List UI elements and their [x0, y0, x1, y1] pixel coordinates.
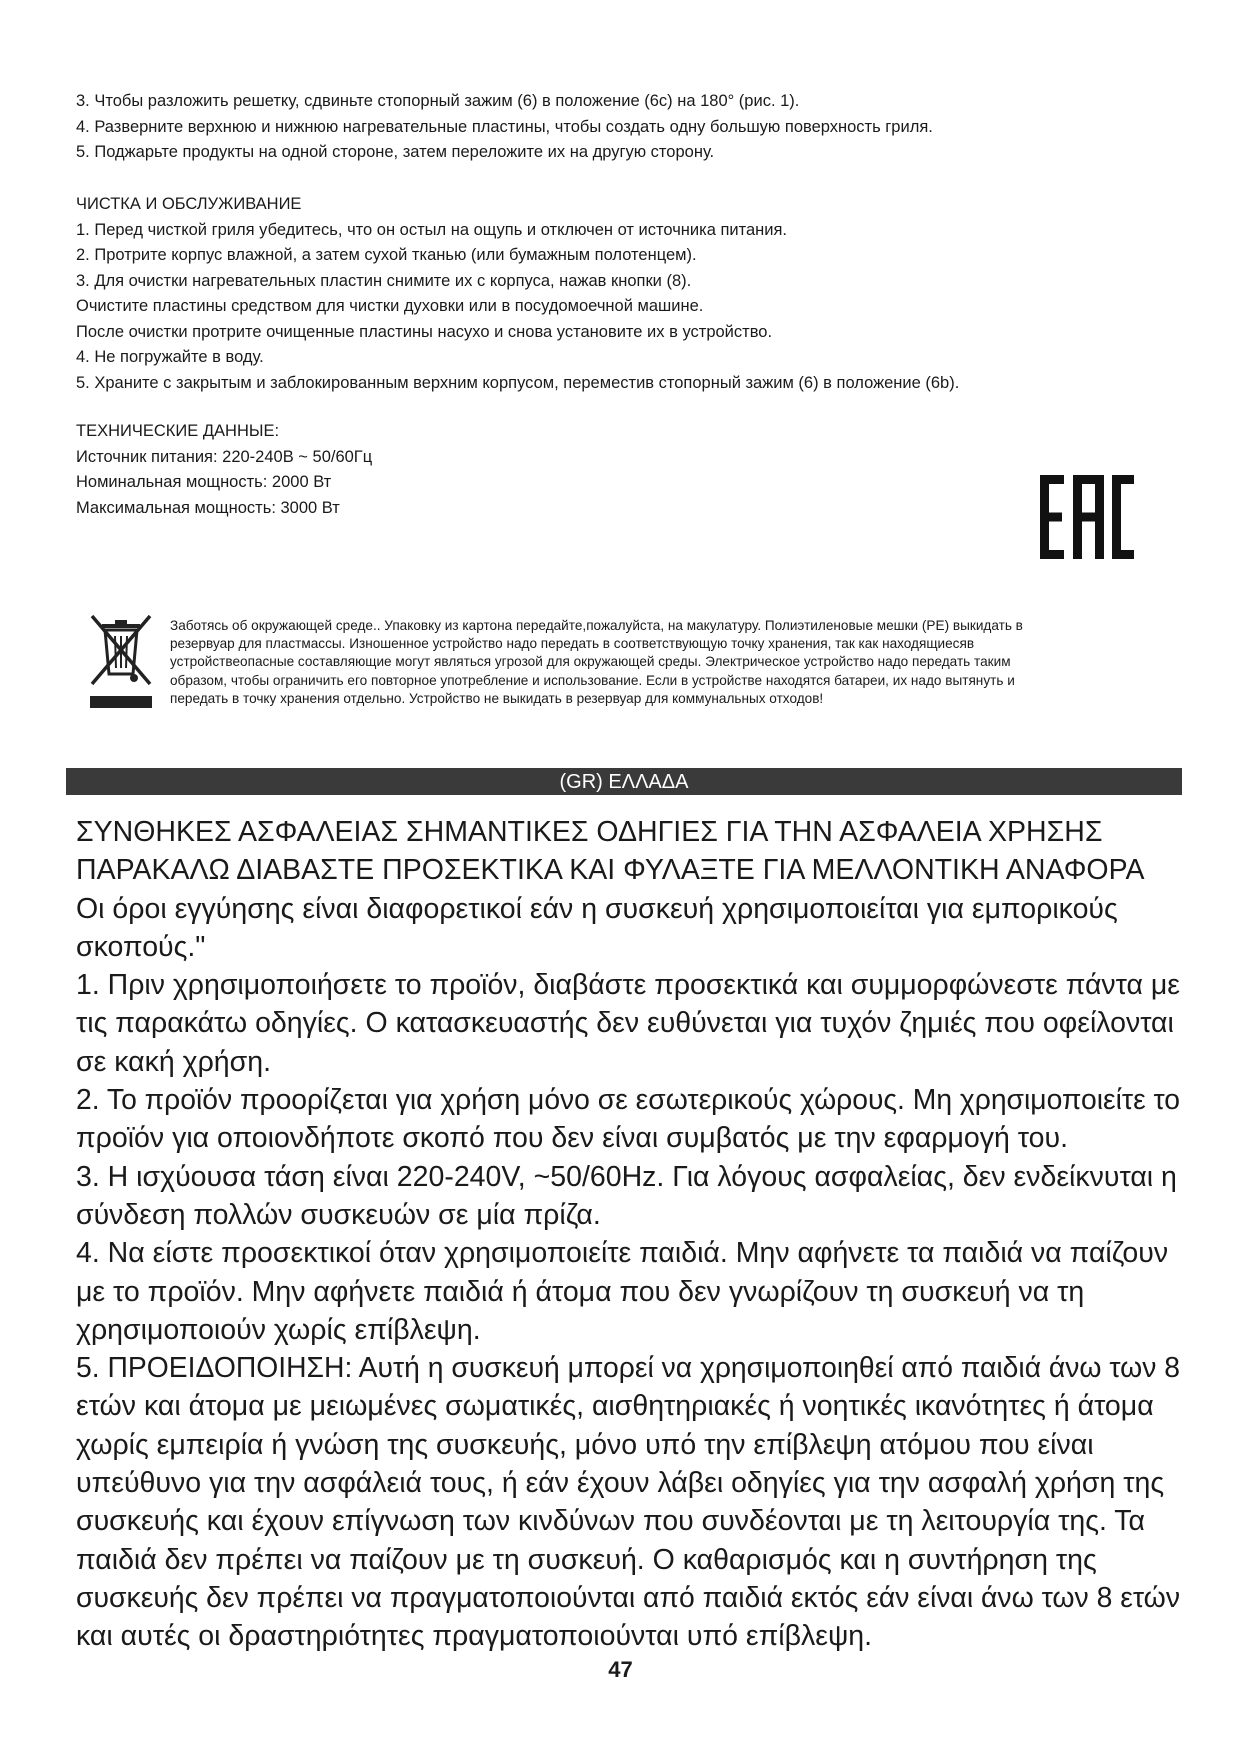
greek-safety-text [76, 813, 1186, 1656]
eco-notice [170, 617, 1170, 708]
cleaning-line: 1. Перед чисткой гриля убедитесь, что он остыл на ощупь и отключен от источника питания. [76, 220, 788, 239]
technical-line: Источник питания: 220-240В ~ 50/60Гц [76, 447, 373, 466]
eco-line: устройствеопасные составляющие могут являться угрозой для окружающей среды. Электрическое устройство надо передать таким [170, 654, 1011, 670]
greek-line: 3. Η ισχύουσα τάση είναι 220-240V, ~50/60Hz. Για λόγους ασφαλείας, δεν ενδείκνυται η [76, 1160, 1177, 1193]
greek-line: 1. Πριν χρησιμοποιήσετε το προϊόν, διαβάστε προσεκτικά και συμμορφώνεστε πάντα με [76, 969, 1180, 1002]
crossed-out-bin-icon [88, 612, 154, 712]
greek-line: συσκευής και έχουν επίγνωση των κινδύνων που συνδέονται με τη λειτουργία της. Τα [76, 1505, 1146, 1538]
cleaning-line: Очистите пластины средством для чистки духовки или в посудомоечной машине. [76, 297, 704, 315]
cleaning-line: После очистки протрите очищенные пластины насухо и снова установите их в устройство. [76, 322, 773, 341]
eco-line: передать в точку хранения отдельно. Устройство не выкидать в резервуар для коммунальных отходов! [170, 690, 824, 706]
instruction-line: 3. Чтобы разложить решетку, сдвиньте стопорный зажим (6) в положение (6c) на 180° (рис. 1). [76, 92, 800, 110]
cleaning-heading: ЧИСТКА И ОБСЛУЖИВАНИЕ [76, 195, 302, 213]
eco-line: Заботясь об окружающей среде.. Упаковку из картона передайте,пожалуйста, на макулатуру. Полиэтиленовые мешки (PE) выкидать в [170, 618, 1023, 633]
greek-line: σκοπούς." [76, 930, 206, 963]
instruction-line: 5. Поджарьте продукты на одной стороне, затем переложите их на другую сторону. [76, 143, 715, 161]
cleaning-line: 4. Не погружайте в воду. [76, 348, 264, 366]
eac-logo-icon [1040, 475, 1134, 559]
cleaning-line: 3. Для очистки нагревательных пластин снимите их с корпуса, нажав кнопки (8). [76, 271, 692, 290]
greek-line: τις παρακάτω οδηγίες. Ο κατασκευαστής δεν ευθύνεται για τυχόν ζημιές που οφείλονται [76, 1007, 1174, 1040]
greek-line: 5. ΠΡΟΕΙΔΟΠΟΙΗΣΗ: Αυτή η συσκευή μπορεί να χρησιμοποιηθεί από παιδιά άνω των 8 [76, 1352, 1181, 1385]
technical-line: Номинальная мощность: 2000 Вт [76, 473, 332, 491]
page-number: 47 [608, 1657, 633, 1682]
greek-line: συσκευής δεν πρέπει να πραγματοποιούνται από παιδιά εκτός εάν είναι άνω των 8 ετών [76, 1581, 1181, 1614]
greek-line: και αυτές οι δραστηριότητες πραγματοποιούνται υπό επίβλεψη. [76, 1620, 873, 1653]
technical-line: Максимальная мощность: 3000 Вт [76, 498, 340, 517]
technical-section [76, 419, 1176, 521]
greek-line: προϊόν για οποιονδήποτε σκοπό που δεν είναι συμβατός με την εφαρμογή του. [76, 1122, 1069, 1155]
greek-line: σε κακή χρήση. [76, 1045, 271, 1078]
greek-line: ετών και άτομα με μειωμένες σωματικές, αισθητηριακές ή νοητικές ικανότητες ή άτομα [76, 1390, 1154, 1423]
instruction-line: 4. Разверните верхнюю и нижнюю нагревательные пластины, чтобы создать одну большую поверхность гриля. [76, 117, 933, 136]
language-section-bar [66, 768, 1182, 795]
greek-line: 4. Να είστε προσεκτικοί όταν χρησιμοποιείτε παιδιά. Μην αφήνετε τα παιδιά να παίζουν [76, 1237, 1169, 1270]
section-bar-label: (GR) ΕΛΛΑΔΑ [559, 771, 689, 793]
greek-line: ΠΑΡΑΚΑΛΩ ΔΙΑΒΑΣΤΕ ΠΡΟΣΕΚΤΙΚΑ ΚΑΙ ΦΥΛΑΞΤΕ ΓΙΑ ΜΕΛΛΟΝΤΙΚΗ ΑΝΑΦΟΡΑ [76, 854, 1145, 887]
eco-line: резервуар для пластмассы. Изношенное устройство надо передать в соответствующую точку хранения, так как находящиесяв [170, 636, 975, 652]
greek-line: υπεύθυνο για την ασφάλειά τους, ή εάν έχουν λάβει οδηγίες για την ασφαλή χρήση της [76, 1467, 1165, 1500]
cleaning-section [76, 192, 1176, 396]
greek-line: χρησιμοποιούν χωρίς επίβλεψη. [76, 1313, 481, 1346]
greek-line: με το προϊόν. Μην αφήνετε παιδιά ή άτομα που δεν γνωρίζουν τη συσκευή να τη [76, 1275, 1085, 1308]
greek-line: ΣΥΝΘΗΚΕΣ ΑΣΦΑΛΕΙΑΣ ΣΗΜΑΝΤΙΚΕΣ ΟΔΗΓΙΕΣ ΓΙΑ ΤΗΝ ΑΣΦΑΛΕΙΑ ΧΡΗΣΗΣ [76, 816, 1103, 848]
technical-heading: ТЕХНИЧЕСКИЕ ДАННЫЕ: [76, 422, 280, 440]
cleaning-line: 2. Протрите корпус влажной, а затем сухой тканью (или бумажным полотенцем). [76, 246, 697, 264]
greek-line: παιδιά δεν πρέπει να παίζουν με τη συσκευή. Ο καθαρισμός και η συντήρηση της [76, 1543, 1097, 1576]
greek-line: σύνδεση πολλών συσκευών σε μία πρίζα. [76, 1198, 601, 1231]
greek-line: Οι όροι εγγύησης είναι διαφορετικοί εάν η συσκευή χρησιμοποιείται για εμπορικούς [76, 892, 1118, 925]
cleaning-line: 5. Храните с закрытым и заблокированным верхним корпусом, переместив стопорный зажим (6) в положение (6b). [76, 373, 960, 392]
instructions-top [76, 89, 1176, 166]
greek-line: χωρίς εμπειρία ή γνώση της συσκευής, μόνο υπό την επίβλεψη ατόμου που είναι [76, 1428, 1094, 1461]
greek-line: 2. Το προϊόν προορίζεται για χρήση μόνο σε εσωτερικούς χώρους. Μη χρησιμοποιείτε το [76, 1084, 1181, 1117]
eco-line: образом, чтобы ограничить его повторное употребление и использование. Если в устройстве находятся батареи, их надо вытянуть и [170, 672, 1015, 688]
